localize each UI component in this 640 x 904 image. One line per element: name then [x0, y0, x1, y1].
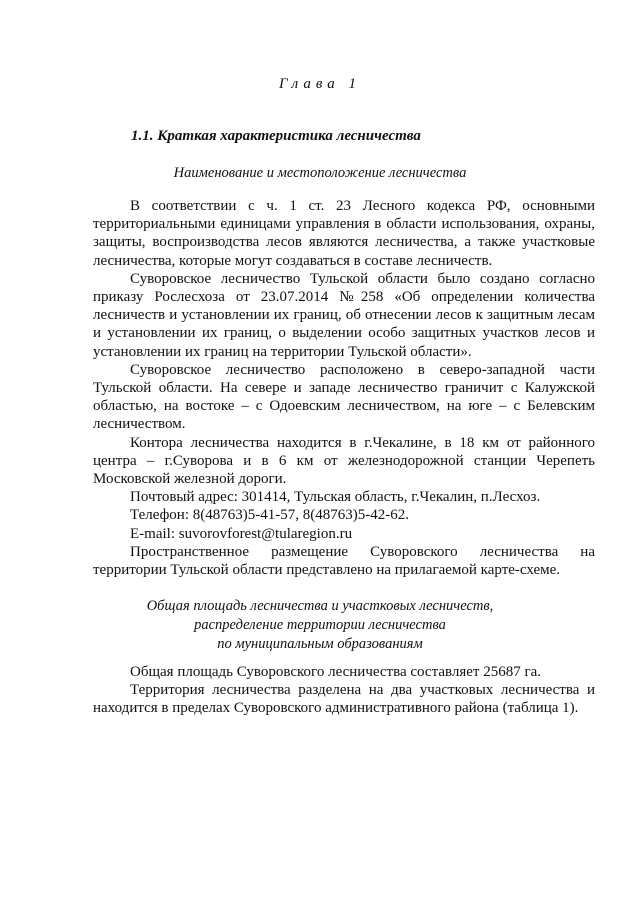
section-title: 1.1. Краткая характеристика лесничества: [131, 128, 421, 144]
body-text-section-1: [93, 197, 595, 579]
paragraph-division: Территория лесничества разделена на два участковых лесничества и находится в пределах Суворовского административного района (таблица 1).: [93, 682, 595, 717]
subheading-area: [0, 597, 640, 654]
subheading-location: Наименование и местоположение лесничества: [173, 165, 467, 181]
subheading-area-line-3: по муниципальным образованиям: [217, 636, 423, 652]
postal-address: Почтовый адрес: 301414, Тульская область, г.Чекалин, п.Лесхоз.: [130, 489, 541, 506]
subheading-area-line-2: распределение территории лесничества: [194, 617, 446, 633]
paragraph-location: Суворовское лесничество расположено в северо-западной части Тульской области. На севере и западе лесничество граничит с Калужской областью, на востоке – с Одоевским лесничеством, на юге – с Белевским лесничеством.: [93, 361, 595, 433]
phone-numbers: Телефон: 8(48763)5-41-57, 8(48763)5-42-62.: [130, 507, 409, 524]
chapter-heading: Глава 1: [278, 76, 362, 92]
body-text-section-2: [93, 663, 595, 718]
subheading-area-line-1: Общая площадь лесничества и участковых лесничеств,: [146, 598, 494, 614]
email-address: E-mail: suvorovforest@tularegion.ru: [130, 525, 353, 542]
paragraph-legal-basis: В соответствии с ч. 1 ст. 23 Лесного кодекса РФ, основными территориальными единицами управления в области использования, охраны, защиты, воспроизводства лесов являются лесничества, а также участковые лесничества, которые могут создаваться в составе лесничеств.: [93, 198, 595, 269]
paragraph-creation-order: Суворовское лесничество Тульской области было создано согласно приказу Рослесхоза от 23.07.2014 №258 «Об определении количества лесничеств и установлении их границ, об отнесении лесов к защитным лесам и установлении их границ, о выделении особо защитных участков лесов и установлении их границ на территории Тульской области».: [93, 270, 595, 360]
paragraph-total-area: Общая площадь Суворовского лесничества составляет 25687 га.: [130, 664, 542, 680]
paragraph-office: Контора лесничества находится в г.Чекалине, в 18 км от районного центра – г.Суворова и в 6 км от железнодорожной станции Черепеть Московской железной дороги.: [93, 434, 595, 488]
paragraph-map-note: Пространственное размещение Суворовского лесничества на территории Тульской области представлено на прилагаемой карте-схеме.: [93, 543, 595, 579]
